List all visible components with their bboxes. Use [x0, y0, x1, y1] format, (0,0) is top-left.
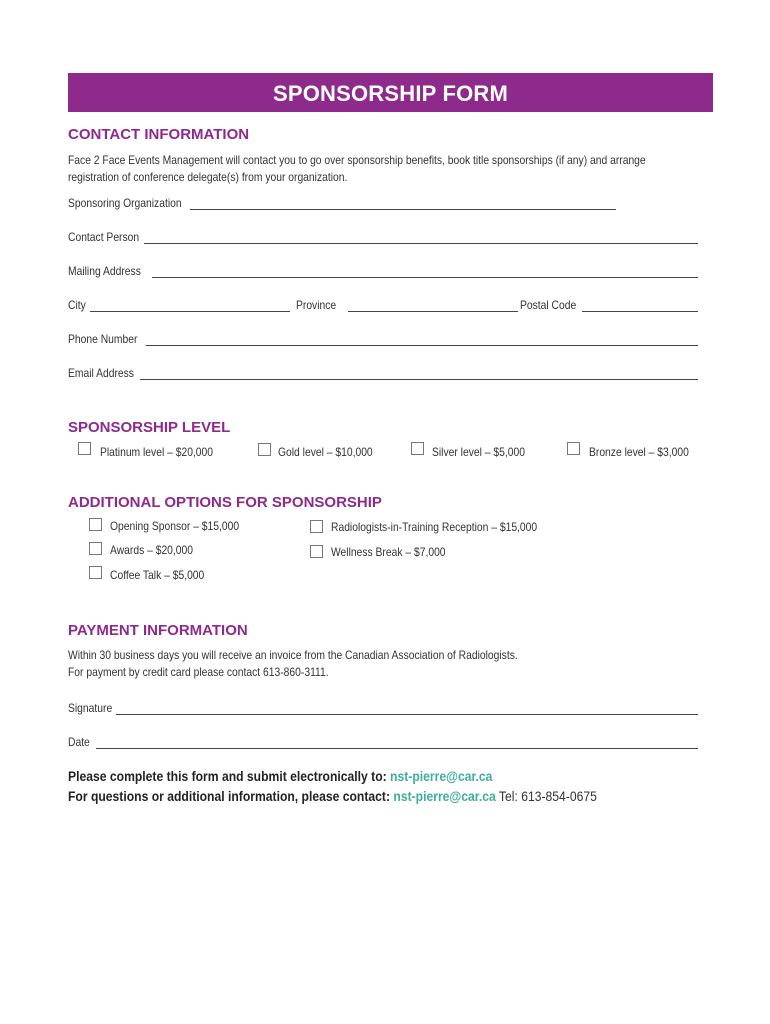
questions-instruction	[68, 789, 597, 804]
silver-label: Silver level – $5,000	[432, 445, 525, 459]
awards-label: Awards – $20,000	[110, 543, 194, 557]
signature-label: Signature	[68, 701, 113, 715]
city-line[interactable]	[90, 299, 290, 312]
gold-checkbox[interactable]	[258, 443, 271, 456]
sponsorship-level-heading: SPONSORSHIP LEVEL	[68, 419, 231, 436]
mailing-address-line[interactable]	[152, 265, 698, 278]
date-line[interactable]	[96, 736, 698, 749]
coffee-talk-checkbox[interactable]	[89, 566, 102, 579]
wellness-break-checkbox[interactable]	[310, 545, 323, 558]
city-province-postal-row	[68, 296, 698, 312]
sponsoring-organization-line[interactable]	[190, 197, 616, 210]
contact-person-line[interactable]	[144, 231, 698, 244]
mailing-address-field[interactable]	[68, 262, 698, 278]
rit-reception-label: Radiologists-in-Training Reception – $15,000	[331, 520, 538, 534]
email-address-line[interactable]	[140, 367, 698, 380]
postal-code-label: Postal Code	[520, 298, 577, 312]
signature-field[interactable]	[68, 699, 698, 715]
contact-person-label: Contact Person	[68, 230, 140, 244]
postal-code-line[interactable]	[582, 299, 698, 312]
province-line[interactable]	[348, 299, 518, 312]
wellness-break-label: Wellness Break – $7,000	[331, 545, 446, 559]
submit-instruction	[68, 769, 492, 784]
city-label: City	[68, 298, 86, 312]
opening-sponsor-label: Opening Sponsor – $15,000	[110, 519, 240, 533]
sponsoring-organization-field[interactable]	[68, 194, 616, 210]
coffee-talk-label: Coffee Talk – $5,000	[110, 568, 205, 582]
payment-line2: For payment by credit card please contact 613-860-3111.	[68, 665, 329, 679]
opening-sponsor-checkbox[interactable]	[89, 518, 102, 531]
province-label: Province	[296, 298, 337, 312]
telephone-text: Tel: 613-854-0675	[495, 789, 597, 804]
awards-checkbox[interactable]	[89, 542, 102, 555]
gold-label: Gold level – $10,000	[278, 445, 373, 459]
date-label: Date	[68, 735, 90, 749]
phone-number-line[interactable]	[146, 333, 698, 346]
questions-text: For questions or additional information, please contact:	[68, 789, 394, 804]
silver-checkbox[interactable]	[411, 442, 424, 455]
contact-intro-line1: Face 2 Face Events Management will contact you to go over sponsorship benefits, book title sponsorships (if any) and arrange	[68, 153, 646, 167]
submit-text: Please complete this form and submit electronically to:	[68, 769, 391, 784]
phone-number-field[interactable]	[68, 330, 698, 346]
contact-person-field[interactable]	[68, 228, 698, 244]
platinum-label: Platinum level – $20,000	[100, 445, 214, 459]
contact-heading: CONTACT INFORMATION	[68, 126, 250, 143]
rit-reception-checkbox[interactable]	[310, 520, 323, 533]
submit-email-link[interactable]: nst-pierre@car.ca	[390, 769, 493, 784]
payment-heading: PAYMENT INFORMATION	[68, 622, 248, 639]
payment-line1: Within 30 business days you will receive an invoice from the Canadian Association of Radiologists.	[68, 648, 518, 662]
payment-text	[68, 647, 668, 681]
email-address-label: Email Address	[68, 366, 134, 380]
date-field[interactable]	[68, 733, 698, 749]
form-title-banner: SPONSORSHIP FORM	[68, 73, 713, 112]
phone-number-label: Phone Number	[68, 332, 138, 346]
bronze-label: Bronze level – $3,000	[589, 445, 689, 459]
contact-intro	[68, 152, 728, 186]
platinum-checkbox[interactable]	[78, 442, 91, 455]
mailing-address-label: Mailing Address	[68, 264, 141, 278]
bronze-checkbox[interactable]	[567, 442, 580, 455]
additional-options-heading: ADDITIONAL OPTIONS FOR SPONSORSHIP	[68, 494, 382, 511]
signature-line[interactable]	[116, 702, 698, 715]
questions-email-link[interactable]: nst-pierre@car.ca	[393, 789, 496, 804]
sponsoring-organization-label: Sponsoring Organization	[68, 196, 182, 210]
email-address-field[interactable]	[68, 364, 698, 380]
contact-intro-line2: registration of conference delegate(s) from your organization.	[68, 170, 348, 184]
